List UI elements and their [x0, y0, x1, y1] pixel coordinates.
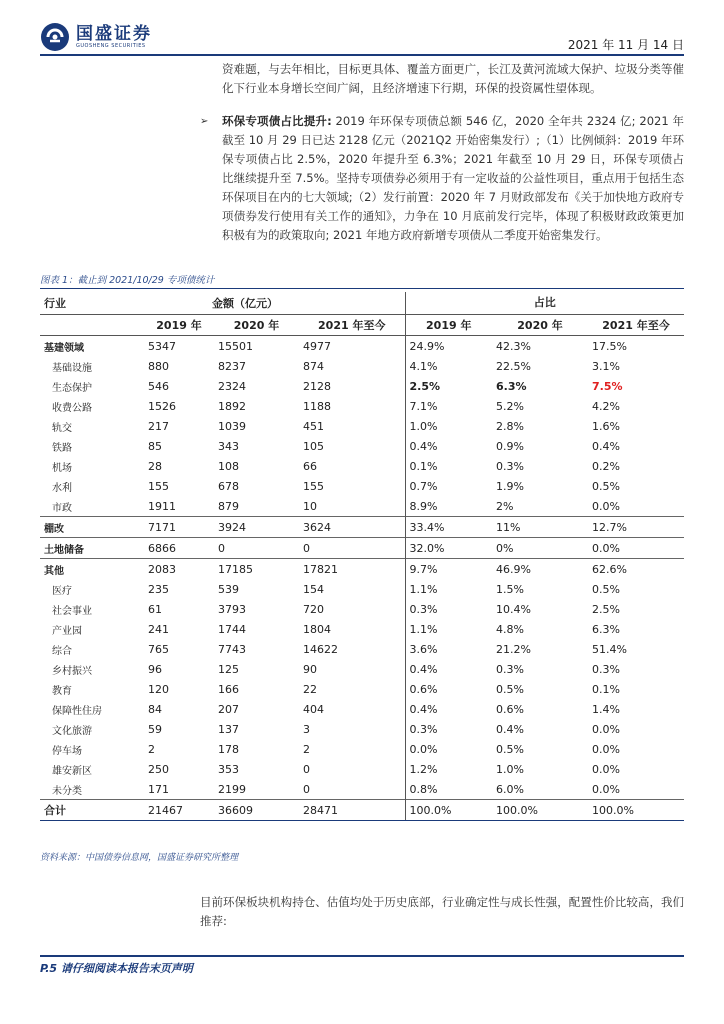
table-row [40, 538, 684, 559]
year-spacer [40, 315, 144, 336]
amount-cell: 120 [148, 682, 169, 696]
share-cell: 46.9% [492, 559, 588, 580]
company-logo [40, 22, 152, 52]
share-cell: 0.4% [405, 659, 492, 679]
share-cell: 42.3% [496, 339, 531, 353]
share-cell: 2.5% [592, 602, 620, 616]
share-cell: 0.0% [588, 538, 684, 559]
share-cell: 1.1% [405, 579, 492, 599]
row-label: 基础设施 [52, 362, 92, 374]
amount-cell: 3 [303, 722, 310, 736]
share-cell: 0.3% [496, 662, 524, 676]
share-cell: 7.5% [592, 379, 623, 393]
amount-cell: 14622 [303, 642, 338, 656]
share-cell: 12.7% [588, 517, 684, 538]
table-row [40, 659, 684, 679]
amount-cell: 207 [218, 702, 239, 716]
logo-emblem-icon [40, 22, 70, 52]
special-bond-table [40, 292, 684, 821]
table-row [40, 436, 684, 456]
amount-cell: 36609 [214, 800, 299, 821]
share-cell: 0.5% [496, 682, 524, 696]
share-cell: 1.6% [592, 419, 620, 433]
share-cell: 17.5% [592, 339, 627, 353]
share-cell: 100.0% [492, 800, 588, 821]
amount-cell: 4977 [303, 339, 331, 353]
amount-cell: 880 [148, 359, 169, 373]
amount-cell: 178 [218, 742, 239, 756]
row-label: 医疗 [52, 585, 72, 597]
table-row [40, 476, 684, 496]
row-label: 轨交 [52, 422, 72, 434]
share-cell: 0.1% [592, 682, 620, 696]
table-row [40, 679, 684, 699]
row-label: 机场 [52, 462, 72, 474]
share-cell: 0.1% [405, 456, 492, 476]
amount-cell: 1039 [218, 419, 246, 433]
share-cell: 0.9% [496, 439, 524, 453]
share-cell: 0.6% [496, 702, 524, 716]
amount-cell: 1911 [148, 499, 176, 513]
table-row [40, 336, 684, 357]
amount-cell: 404 [303, 702, 324, 716]
row-label: 收费公路 [52, 402, 92, 414]
share-cell: 1.4% [592, 702, 620, 716]
amount-cell: 166 [218, 682, 239, 696]
share-cell: 11% [492, 517, 588, 538]
amount-cell: 0 [303, 762, 310, 776]
amount-cell: 22 [303, 682, 317, 696]
row-label: 综合 [52, 645, 72, 657]
amount-cell: 5347 [148, 339, 176, 353]
share-cell: 0.3% [405, 719, 492, 739]
amount-cell: 1526 [148, 399, 176, 413]
row-label: 文化旅游 [52, 725, 92, 737]
table-row [40, 719, 684, 739]
table-row [40, 779, 684, 800]
table-row [40, 376, 684, 396]
share-cell: 0.2% [592, 459, 620, 473]
figure-source: 资料来源：中国债券信息网，国盛证券研究所整理 [40, 853, 239, 863]
table-year-row [40, 315, 684, 336]
amount-cell: 765 [148, 642, 169, 656]
table-row [40, 356, 684, 376]
table-row [40, 496, 684, 517]
amount-cell: 241 [148, 622, 169, 636]
year-col: 2020 年 [492, 315, 588, 336]
share-cell: 0.5% [592, 582, 620, 596]
table-header-row [40, 292, 684, 315]
amount-cell: 171 [148, 782, 169, 796]
amount-cell: 879 [218, 499, 239, 513]
share-cell: 100.0% [588, 800, 684, 821]
bullet-arrow-icon: ➢ [200, 116, 209, 127]
header-divider [40, 54, 684, 56]
share-cell: 1.5% [496, 582, 524, 596]
share-cell: 0.0% [592, 499, 620, 513]
row-label: 合计 [40, 800, 144, 821]
amount-cell: 0 [214, 538, 299, 559]
amount-cell: 84 [148, 702, 162, 716]
row-label: 生态保护 [52, 382, 92, 394]
figure-title: 图表 1：截止到 2021/10/29 专项债统计 [40, 275, 215, 286]
share-cell: 0.3% [592, 662, 620, 676]
amount-cell: 3624 [299, 517, 405, 538]
row-label: 基建领域 [44, 342, 84, 354]
share-cell: 2.5% [405, 376, 492, 396]
row-label: 未分类 [52, 785, 82, 797]
amount-cell: 28471 [299, 800, 405, 821]
share-cell: 4.2% [592, 399, 620, 413]
share-cell: 4.1% [405, 356, 492, 376]
row-label: 市政 [52, 502, 72, 514]
amount-cell: 96 [148, 662, 162, 676]
amount-cell: 451 [303, 419, 324, 433]
amount-cell: 125 [218, 662, 239, 676]
amount-cell: 1188 [303, 399, 331, 413]
share-cell: 1.0% [405, 416, 492, 436]
amount-cell: 10 [303, 499, 317, 513]
share-cell: 0.4% [496, 722, 524, 736]
amount-cell: 108 [218, 459, 239, 473]
amount-cell: 66 [303, 459, 317, 473]
amount-cell: 0 [303, 782, 310, 796]
share-cell: 8.9% [405, 496, 492, 517]
share-cell: 0.0% [592, 742, 620, 756]
amount-cell: 155 [303, 479, 324, 493]
row-label: 水利 [52, 482, 72, 494]
amount-cell: 85 [148, 439, 162, 453]
share-cell: 0% [492, 538, 588, 559]
year-col: 2019 年 [405, 315, 492, 336]
figure-top-rule [40, 288, 684, 289]
share-cell: 0.0% [405, 739, 492, 759]
amount-cell: 874 [303, 359, 324, 373]
share-cell: 0.4% [405, 436, 492, 456]
table-total-row [40, 800, 684, 821]
amount-cell: 678 [218, 479, 239, 493]
row-label: 其他 [40, 559, 144, 580]
row-label: 土地储备 [40, 538, 144, 559]
footer-divider [40, 955, 684, 957]
share-cell: 1.9% [496, 479, 524, 493]
table-row [40, 599, 684, 619]
table-row [40, 559, 684, 580]
table-row [40, 456, 684, 476]
share-cell: 0.6% [405, 679, 492, 699]
amount-cell: 353 [218, 762, 239, 776]
amount-cell: 59 [148, 722, 162, 736]
amount-cell: 2 [303, 742, 310, 756]
row-label: 停车场 [52, 745, 82, 757]
amount-cell: 720 [303, 602, 324, 616]
row-label: 雄安新区 [52, 765, 92, 777]
year-col: 2019 年 [144, 315, 214, 336]
row-label: 社会事业 [52, 605, 92, 617]
amount-cell: 21467 [144, 800, 214, 821]
row-label: 乡村振兴 [52, 665, 92, 677]
amount-cell: 235 [148, 582, 169, 596]
amount-cell: 343 [218, 439, 239, 453]
share-cell: 0.4% [592, 439, 620, 453]
row-label: 教育 [52, 685, 72, 697]
amount-cell: 155 [148, 479, 169, 493]
paragraph-3: 目前环保板块机构持仓、估值均处于历史底部，行业确定性与成长性强，配置性价比较高，我们推荐: [200, 895, 684, 928]
paragraph-1: 资难题，与去年相比，目标更具体、覆盖方面更广，长江及黄河流域大保护、垃圾分类等催化下行业本身增长空间广阔，且经济增速下行期，环保的投资属性望体现。 [222, 62, 684, 95]
amount-cell: 6866 [144, 538, 214, 559]
share-cell: 1.0% [496, 762, 524, 776]
table-row [40, 619, 684, 639]
share-cell: 0.8% [405, 779, 492, 800]
table-row [40, 517, 684, 538]
amount-cell: 2199 [218, 782, 246, 796]
share-cell: 6.3% [592, 622, 620, 636]
table-row [40, 739, 684, 759]
amount-cell: 105 [303, 439, 324, 453]
paragraph-2-text: 2019 年环保专项债总额 546 亿，2020 全年共 2324 亿; 2021 年截至 10 月 29 日已达 2128 亿元（2021Q2 开始密集发行）;（1）比例倾斜：2019 年环保专项债占比 2.5%，2020 年提升至 6.3%；2021 年截至 10 月 29 日，环保专项债占比继续提升至 7.5%。坚持专项债券必须用于有一定收益的公益性项目，重点用于包括生态环保项目在内的七大领域;（2）发行前置：2020 年 7 月财政部发布《关于加快地方政府专项债券发行使用有关工作的通知》，力争在 10 月底前发行完毕，体现了积极财政政策更加积极有为的政策取向; 2021 年地方政府新增专项债从二季度开始密集发行。 [222, 114, 684, 242]
amount-cell: 17821 [299, 559, 405, 580]
table-row [40, 579, 684, 599]
amount-cell: 17185 [214, 559, 299, 580]
amount-cell: 250 [148, 762, 169, 776]
paragraph-2 [222, 112, 684, 245]
share-cell: 21.2% [496, 642, 531, 656]
table-row [40, 396, 684, 416]
share-cell: 0.0% [592, 762, 620, 776]
share-cell: 5.2% [496, 399, 524, 413]
header-amount: 金额（亿元） [212, 297, 278, 310]
footer-disclaimer: P.5 请仔细阅读本报告末页声明 [40, 962, 193, 975]
share-cell: 22.5% [496, 359, 531, 373]
share-cell: 24.9% [405, 336, 492, 357]
year-col: 2021 年至今 [588, 315, 684, 336]
amount-cell: 1804 [303, 622, 331, 636]
share-cell: 32.0% [405, 538, 492, 559]
share-cell: 0.0% [592, 722, 620, 736]
row-label: 铁路 [52, 442, 72, 454]
amount-cell: 1744 [218, 622, 246, 636]
company-name-cn: 国盛证券 [76, 24, 152, 44]
table-row [40, 639, 684, 659]
amount-cell: 0 [299, 538, 405, 559]
amount-cell: 2 [148, 742, 155, 756]
share-cell: 51.4% [592, 642, 627, 656]
row-label: 产业园 [52, 625, 82, 637]
table-row [40, 416, 684, 436]
amount-cell: 539 [218, 582, 239, 596]
share-cell: 0.3% [496, 459, 524, 473]
share-cell: 10.4% [496, 602, 531, 616]
share-cell: 62.6% [588, 559, 684, 580]
amount-cell: 217 [148, 419, 169, 433]
share-cell: 100.0% [405, 800, 492, 821]
row-label: 棚改 [40, 517, 144, 538]
share-cell: 4.8% [496, 622, 524, 636]
share-cell: 0.5% [496, 742, 524, 756]
share-cell: 6.3% [496, 379, 527, 393]
amount-cell: 7171 [144, 517, 214, 538]
amount-cell: 1892 [218, 399, 246, 413]
amount-cell: 2083 [144, 559, 214, 580]
share-cell: 2.8% [496, 419, 524, 433]
amount-cell: 28 [148, 459, 162, 473]
amount-cell: 2128 [303, 379, 331, 393]
amount-cell: 2324 [218, 379, 246, 393]
share-cell: 0.4% [405, 699, 492, 719]
header-industry: 行业 [44, 297, 66, 310]
company-name-en: GUOSHENG SECURITIES [76, 43, 146, 49]
share-cell: 33.4% [405, 517, 492, 538]
amount-cell: 90 [303, 662, 317, 676]
table-row [40, 699, 684, 719]
share-cell: 0.0% [592, 782, 620, 796]
share-cell: 6.0% [496, 782, 524, 796]
amount-cell: 15501 [218, 339, 253, 353]
share-cell: 2% [496, 499, 514, 513]
share-cell: 0.7% [405, 476, 492, 496]
amount-cell: 154 [303, 582, 324, 596]
amount-cell: 137 [218, 722, 239, 736]
share-cell: 7.1% [405, 396, 492, 416]
row-label: 保障性住房 [52, 705, 102, 717]
header-share: 占比 [405, 292, 684, 315]
share-cell: 1.1% [405, 619, 492, 639]
amount-cell: 7743 [218, 642, 246, 656]
share-cell: 3.1% [592, 359, 620, 373]
share-cell: 1.2% [405, 759, 492, 779]
year-col: 2020 年 [214, 315, 299, 336]
share-cell: 9.7% [405, 559, 492, 580]
report-date: 2021 年 11 月 14 日 [567, 38, 684, 52]
amount-cell: 8237 [218, 359, 246, 373]
share-cell: 0.5% [592, 479, 620, 493]
amount-cell: 546 [148, 379, 169, 393]
share-cell: 0.3% [405, 599, 492, 619]
amount-cell: 3793 [218, 602, 246, 616]
paragraph-2-heading: 环保专项债占比提升: [222, 114, 332, 128]
amount-cell: 3924 [214, 517, 299, 538]
amount-cell: 61 [148, 602, 162, 616]
share-cell: 3.6% [405, 639, 492, 659]
table-row [40, 759, 684, 779]
year-col: 2021 年至今 [299, 315, 405, 336]
